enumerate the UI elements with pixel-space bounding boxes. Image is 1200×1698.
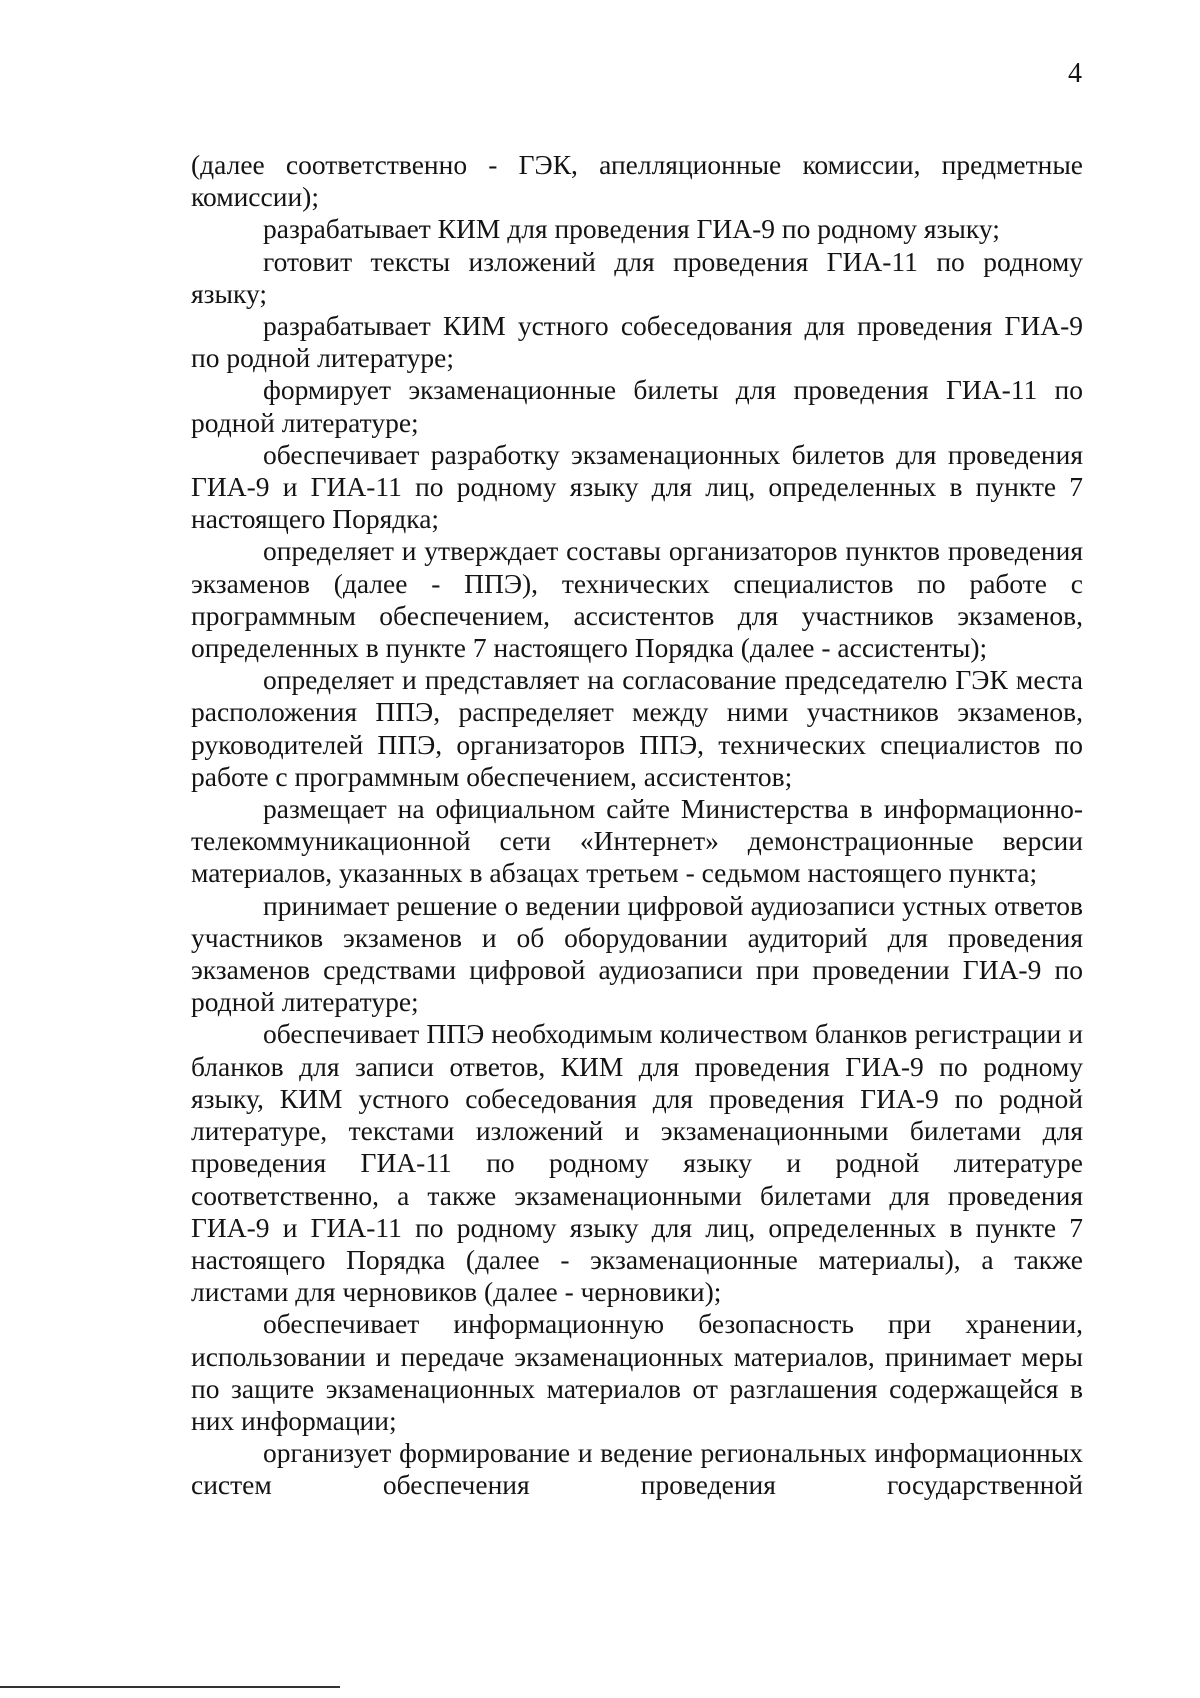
paragraph: определяет и утверждает составы организаторов пунктов проведения экзаменов (далее - ППЭ), технических специалистов по работе с программным обеспечением, ассистентов для участников экзаменов, определенных в пункте 7 настоящего Порядка (далее - ассистенты); <box>191 535 1083 664</box>
paragraph: формирует экзаменационные билеты для проведения ГИА-11 по родной литературе; <box>191 374 1083 438</box>
page-number: 4 <box>1068 58 1082 89</box>
paragraph: разрабатывает КИМ для проведения ГИА-9 по родному языку; <box>263 213 1000 245</box>
paragraph: (далее соответственно - ГЭК, апелляционные комиссии, предметные комиссии); <box>191 149 1083 213</box>
paragraph: принимает решение о ведении цифровой аудиозаписи устных ответов участников экзаменов и об оборудовании аудиторий для проведения экзаменов средствами цифровой аудиозаписи при проведении ГИА-9 по родной литературе; <box>191 889 1083 1018</box>
paragraph: определяет и представляет на согласование председателю ГЭК места расположения ППЭ, распределяет между ними участников экзаменов, руководителей ППЭ, организаторов ППЭ, технических специалистов по работе с программным обеспечением, ассистентов; <box>191 664 1083 792</box>
paragraph: обеспечивает разработку экзаменационных билетов для проведения ГИА-9 и ГИА-11 по родному языку для лиц, определенных в пункте 7 настоящего Порядка; <box>191 438 1083 535</box>
paragraph: размещает на официальном сайте Министерства в информационно-телекоммуникационной сети «Интернет» демонстрационные версии материалов, указанных в абзацах третьем - седьмом настоящего пункта; <box>191 793 1083 889</box>
document-body <box>191 149 1083 1502</box>
paragraph: обеспечивает информационную безопасность при хранении, использовании и передаче экзаменационных материалов, принимает меры по защите экзаменационных материалов от разглашения содержащейся в них информации; <box>191 1308 1083 1436</box>
paragraph: разрабатывает КИМ устного собеседования для проведения ГИА-9 по родной литературе; <box>191 310 1083 374</box>
paragraph: обеспечивает ППЭ необходимым количеством бланков регистрации и бланков для записи ответов, КИМ для проведения ГИА-9 по родному языку, КИМ устного собеседования для проведения ГИА-9 по родной литературе, текстами изложений и экзаменационными билетами для проведения ГИА-11 по родному языку и родной литературе соответственно, а также экзаменационными билетами для проведения ГИА-9 и ГИА-11 по родному языку для лиц, определенных в пункте 7 настоящего Порядка (далее - экзаменационные материалы), а также листами для черновиков (далее - черновики); <box>191 1018 1083 1308</box>
footnote-rule <box>0 1686 340 1688</box>
paragraph: организует формирование и ведение региональных информационных систем обеспечения проведения государственной <box>191 1437 1083 1501</box>
paragraph: готовит тексты изложений для проведения ГИА-11 по родному языку; <box>191 245 1083 309</box>
